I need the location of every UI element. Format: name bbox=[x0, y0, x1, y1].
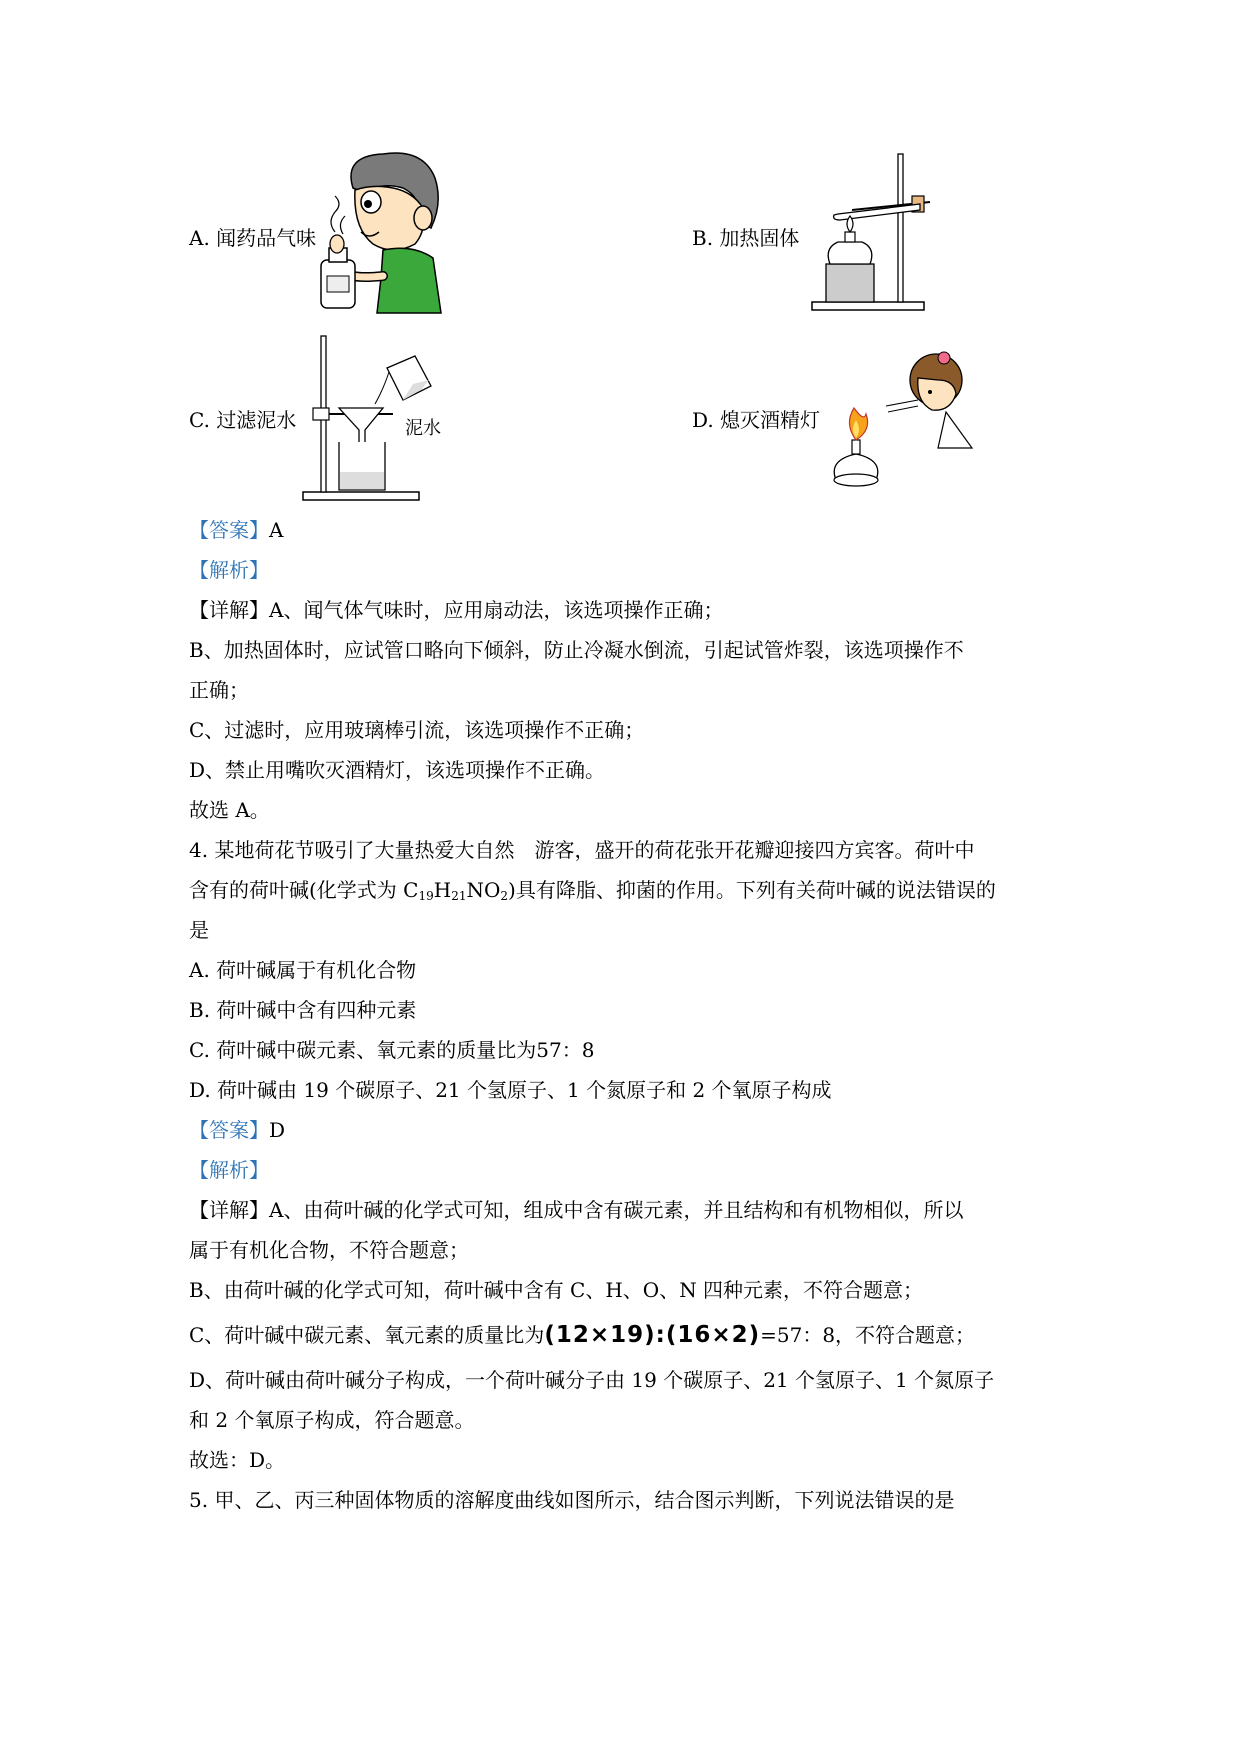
q3-answer-line bbox=[189, 510, 1059, 550]
q4-conclusion: 故选：D。 bbox=[189, 1448, 286, 1472]
q3-options-row-2 bbox=[0, 332, 1240, 502]
q3-options-row-1 bbox=[0, 148, 1240, 318]
q4-answer-value: D bbox=[269, 1118, 286, 1142]
q3-option-d-label: D. 熄灭酒精灯 bbox=[692, 408, 821, 432]
q4-detail-a-line-1: 【详解】A、由荷叶碱的化学式可知，组成中含有碳元素，并且结构和有机物相似，所以 bbox=[189, 1198, 964, 1222]
q3-analysis-line bbox=[189, 550, 1059, 590]
q3-answer-section bbox=[189, 510, 1059, 1520]
q4-analysis-line bbox=[189, 1150, 1059, 1190]
heating-solid-apparatus-illustration bbox=[812, 152, 942, 312]
q3-option-c-label: C. 过滤泥水 bbox=[189, 408, 297, 432]
q4-option-c: C. 荷叶碱中碳元素、氧元素的质量比为57：8 bbox=[189, 1038, 595, 1062]
q3-option-a-label: A. 闻药品气味 bbox=[189, 226, 317, 250]
q4-detail-c: C、荷叶碱中碳元素、氧元素的质量比为(12×19):(16×2)=57：8，不符合题意； bbox=[189, 1322, 976, 1348]
q4-answer-line bbox=[189, 1110, 1059, 1150]
q4-detail-d-line-1: D、荷叶碱由荷叶碱分子构成，一个荷叶碱分子由 19 个碳原子、21 个氢原子、1 个氮原子 bbox=[189, 1368, 995, 1392]
q4-option-a: A. 荷叶碱属于有机化合物 bbox=[189, 958, 417, 982]
mass-ratio-formula: (12×19):(16×2) bbox=[544, 1322, 761, 1348]
q3-detail-line-4: C、过滤时，应用玻璃棒引流，该选项操作不正确； bbox=[189, 718, 645, 742]
q4-stem-line-3: 是 bbox=[189, 918, 209, 942]
q4-stem-line-1: 4. 某地荷花节吸引了大量热爱大自然 游客，盛开的荷花张开花瓣迎接四方宾客。荷叶中 bbox=[189, 838, 975, 862]
q3-detail-line-2: B、加热固体时，应试管口略向下倾斜，防止冷凝水倒流，引起试管炸裂，该选项操作不 bbox=[189, 638, 964, 662]
q4-stem-line-2: 含有的荷叶碱(化学式为 $C_{19}H_{21}NO_2$)具有降脂、抑菌的作用。下列有关荷叶碱的说法错误的 bbox=[189, 878, 996, 903]
q5-stem: 5. 甲、乙、丙三种固体物质的溶解度曲线如图所示，结合图示判断，下列说法错误的是 bbox=[189, 1488, 955, 1512]
filtering-muddy-water-illustration bbox=[303, 334, 453, 502]
q3-detail-line-5: D、禁止用嘴吹灭酒精灯，该选项操作不正确。 bbox=[189, 758, 606, 782]
answer-tag: 【答案】 bbox=[189, 518, 269, 542]
q3-detail-line-3: 正确； bbox=[189, 678, 249, 702]
analysis-tag: 【解析】 bbox=[189, 1158, 269, 1182]
analysis-tag: 【解析】 bbox=[189, 558, 269, 582]
q4-option-b: B. 荷叶碱中含有四种元素 bbox=[189, 998, 417, 1022]
smelling-chemical-illustration bbox=[323, 148, 453, 313]
muddy-water-label: 泥水 bbox=[405, 418, 441, 439]
q4-detail-a-line-2: 属于有机化合物，不符合题意； bbox=[189, 1238, 469, 1262]
blowing-out-alcohol-lamp-illustration bbox=[826, 350, 976, 500]
answer-tag: 【答案】 bbox=[189, 1118, 269, 1142]
q4-option-d: D. 荷叶碱由 19 个碳原子、21 个氢原子、1 个氮原子和 2 个氧原子构成 bbox=[189, 1078, 832, 1102]
q3-option-b-label: B. 加热固体 bbox=[692, 226, 800, 250]
q3-detail-line-1: 【详解】A、闻气体气味时，应用扇动法，该选项操作正确； bbox=[189, 598, 724, 622]
q3-answer-value: A bbox=[269, 518, 284, 542]
detail-tag: 【详解】 bbox=[189, 1198, 269, 1222]
detail-tag: 【详解】 bbox=[189, 598, 269, 622]
q4-detail-d-line-2: 和 2 个氧原子构成，符合题意。 bbox=[189, 1408, 475, 1432]
q4-detail-b: B、由荷叶碱的化学式可知，荷叶碱中含有 C、H、O、N 四种元素，不符合题意； bbox=[189, 1278, 924, 1302]
q3-conclusion: 故选 A。 bbox=[189, 798, 270, 822]
